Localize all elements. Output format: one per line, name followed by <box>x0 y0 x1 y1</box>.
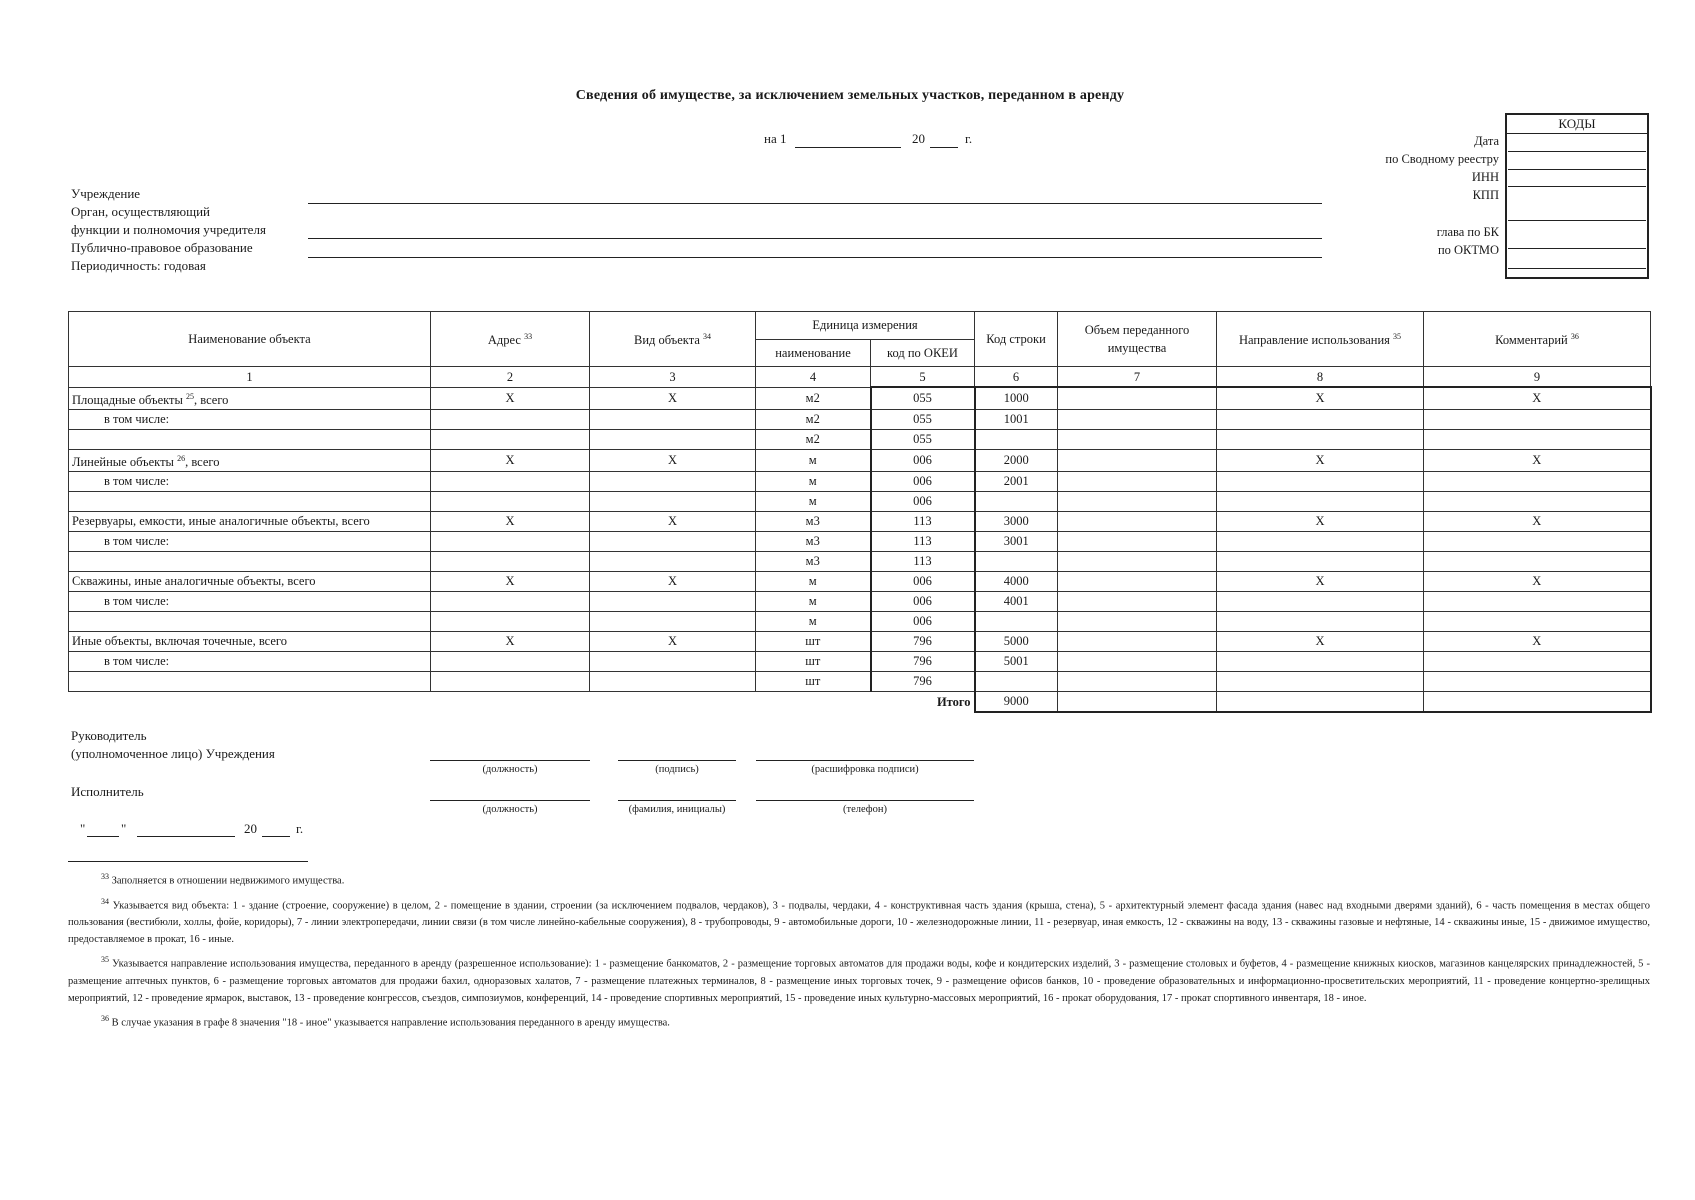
executor-phone-field[interactable] <box>756 800 974 801</box>
code-bk-cell[interactable] <box>1508 220 1646 249</box>
cell-volume[interactable] <box>1058 449 1217 471</box>
header-volume: Объем переданного имущества <box>1058 312 1217 367</box>
head-signature-field[interactable] <box>618 760 736 761</box>
table-row <box>69 449 1651 471</box>
cell-address[interactable] <box>431 671 590 691</box>
cell-object-name: в том числе: <box>69 651 431 671</box>
cell-object-name: Скважины, иные аналогичные объекты, всего <box>69 571 431 591</box>
cell-okei-code: 796 <box>871 671 975 691</box>
head-label-line2: (уполномоченное лицо) Учреждения <box>71 746 275 761</box>
cell-object-type[interactable] <box>590 591 756 611</box>
cell-volume[interactable] <box>1058 551 1217 571</box>
cell-volume[interactable] <box>1058 491 1217 511</box>
cell-comment[interactable] <box>1424 651 1651 671</box>
cell-address[interactable] <box>431 591 590 611</box>
cell-row-code: 1000 <box>975 387 1058 409</box>
header-address: Адрес $^{33}$ <box>431 312 590 367</box>
cell-okei-code: 796 <box>871 631 975 651</box>
cell-comment[interactable]: X <box>1424 631 1651 651</box>
cell-row-code <box>975 611 1058 631</box>
code-registry-cell[interactable] <box>1508 151 1646 170</box>
cell-unit-name: м <box>756 611 871 631</box>
cell-okei-code: 055 <box>871 387 975 409</box>
table-row <box>69 491 1651 511</box>
head-position-field[interactable] <box>430 760 590 761</box>
table-row <box>69 429 1651 449</box>
cell-direction[interactable]: X <box>1217 511 1424 531</box>
codes-box <box>1505 113 1649 279</box>
header-unit-code: код по ОКЕИ <box>871 339 975 367</box>
periodicity-label: Периодичность: годовая <box>71 258 206 273</box>
authority-label-line1: Орган, осуществляющий <box>71 204 210 219</box>
total-code: 9000 <box>975 691 1058 712</box>
cell-row-code <box>975 671 1058 691</box>
total-volume[interactable] <box>1058 691 1217 712</box>
cell-comment[interactable] <box>1424 471 1651 491</box>
cell-object-name <box>69 491 431 511</box>
cell-comment[interactable] <box>1424 551 1651 571</box>
cell-object-type[interactable]: X <box>590 511 756 531</box>
cell-direction[interactable] <box>1217 671 1424 691</box>
institution-label: Учреждение <box>71 186 141 201</box>
column-number-1: 1 <box>69 367 431 388</box>
cell-object-name: в том числе: <box>69 531 431 551</box>
cell-object-name <box>69 551 431 571</box>
cell-row-code: 1001 <box>975 409 1058 429</box>
cell-object-type[interactable] <box>590 671 756 691</box>
cell-row-code: 2000 <box>975 449 1058 471</box>
cell-comment[interactable] <box>1424 531 1651 551</box>
cell-direction[interactable] <box>1217 651 1424 671</box>
total-direction[interactable] <box>1217 691 1424 712</box>
cell-volume[interactable] <box>1058 671 1217 691</box>
cell-okei-code: 113 <box>871 551 975 571</box>
cell-object-name: Линейные объекты $^{26}$, всего <box>69 449 431 471</box>
cell-row-code: 5000 <box>975 631 1058 651</box>
cell-direction[interactable] <box>1217 551 1424 571</box>
cell-address[interactable] <box>431 531 590 551</box>
column-number-4: 4 <box>756 367 871 388</box>
cell-object-type[interactable] <box>590 551 756 571</box>
cell-direction[interactable]: X <box>1217 387 1424 409</box>
cell-object-type[interactable]: X <box>590 449 756 471</box>
cell-volume[interactable] <box>1058 611 1217 631</box>
cell-okei-code: 796 <box>871 651 975 671</box>
cell-unit-name: м <box>756 591 871 611</box>
cell-direction[interactable] <box>1217 409 1424 429</box>
code-label-inn: ИНН <box>1471 170 1499 184</box>
cell-comment[interactable]: X <box>1424 387 1651 409</box>
cell-address[interactable]: X <box>431 449 590 471</box>
cell-object-type[interactable] <box>590 409 756 429</box>
date-prefix: на 1 <box>764 131 787 146</box>
cell-unit-name: м3 <box>756 511 871 531</box>
head-signature-caption: (подпись) <box>655 764 699 775</box>
date-year-prefix: 20 <box>912 131 925 146</box>
header-unit-name: наименование <box>756 339 871 367</box>
code-label-registry: по Сводному реестру <box>1385 152 1499 166</box>
cell-okei-code: 055 <box>871 409 975 429</box>
cell-okei-code: 006 <box>871 611 975 631</box>
cell-object-name <box>69 671 431 691</box>
cell-object-type[interactable] <box>590 611 756 631</box>
cell-direction[interactable]: X <box>1217 449 1424 471</box>
cell-address[interactable]: X <box>431 631 590 651</box>
cell-comment[interactable] <box>1424 611 1651 631</box>
cell-address[interactable] <box>431 611 590 631</box>
cell-comment[interactable] <box>1424 591 1651 611</box>
cell-object-name <box>69 429 431 449</box>
header-comment: Комментарий $^{36}$ <box>1424 312 1651 367</box>
sign-date-quote-close: " <box>121 821 127 836</box>
cell-comment[interactable]: X <box>1424 571 1651 591</box>
cell-unit-name: м <box>756 449 871 471</box>
head-decoding-field[interactable] <box>756 760 974 761</box>
executor-label: Исполнитель <box>71 784 144 799</box>
cell-object-type[interactable] <box>590 531 756 551</box>
cell-row-code: 3001 <box>975 531 1058 551</box>
code-date-cell[interactable] <box>1508 135 1646 152</box>
header-direction: Направление использования $^{35}$ <box>1217 312 1424 367</box>
authority-field[interactable] <box>308 238 1322 239</box>
cell-okei-code: 055 <box>871 429 975 449</box>
cell-unit-name: м2 <box>756 387 871 409</box>
cell-address[interactable]: X <box>431 511 590 531</box>
cell-row-code: 4000 <box>975 571 1058 591</box>
institution-field[interactable] <box>308 203 1322 204</box>
cell-address[interactable] <box>431 491 590 511</box>
cell-object-type[interactable] <box>590 471 756 491</box>
cell-unit-name: м <box>756 571 871 591</box>
codes-title: КОДЫ <box>1507 115 1647 134</box>
table-row <box>69 611 1651 631</box>
sign-date-suffix: г. <box>296 821 304 836</box>
cell-volume[interactable] <box>1058 531 1217 551</box>
cell-comment[interactable] <box>1424 429 1651 449</box>
total-row <box>69 691 1651 712</box>
executor-phone-caption: (телефон) <box>843 804 887 815</box>
executor-name-caption: (фамилия, инициалы) <box>628 804 726 815</box>
code-label-date: Дата <box>1474 134 1499 148</box>
executor-name-field[interactable] <box>618 800 736 801</box>
header-name: Наименование объекта <box>69 312 431 367</box>
table-row <box>69 651 1651 671</box>
code-label-kpp: КПП <box>1472 188 1499 202</box>
code-label-oktmo: по ОКТМО <box>1437 243 1499 257</box>
table-row <box>69 471 1651 491</box>
header-row-code: Код строки <box>975 312 1058 367</box>
cell-object-name: Резервуары, емкости, иные аналогичные объекты, всего <box>69 511 431 531</box>
cell-direction[interactable] <box>1217 471 1424 491</box>
cell-row-code: 5001 <box>975 651 1058 671</box>
executor-position-field[interactable] <box>430 800 590 801</box>
column-number-7: 7 <box>1058 367 1217 388</box>
column-number-6: 6 <box>975 367 1058 388</box>
cell-row-code: 4001 <box>975 591 1058 611</box>
cell-object-name: в том числе: <box>69 591 431 611</box>
cell-object-type[interactable] <box>590 429 756 449</box>
cell-row-code <box>975 429 1058 449</box>
cell-object-name: Площадные объекты $^{25}$, всего <box>69 387 431 409</box>
date-suffix: г. <box>965 131 973 146</box>
code-inn-cell[interactable] <box>1508 169 1646 187</box>
sign-date-day-field[interactable] <box>87 836 119 837</box>
footnotes <box>68 868 1650 1031</box>
cell-okei-code: 006 <box>871 571 975 591</box>
header-unit: Единица измерения <box>756 312 975 340</box>
cell-okei-code: 006 <box>871 491 975 511</box>
code-label-bk: глава по БК <box>1436 225 1499 239</box>
cell-unit-name: м2 <box>756 409 871 429</box>
cell-volume[interactable] <box>1058 511 1217 531</box>
cell-volume[interactable] <box>1058 387 1217 409</box>
cell-okei-code: 006 <box>871 471 975 491</box>
cell-volume[interactable] <box>1058 409 1217 429</box>
cell-volume[interactable] <box>1058 651 1217 671</box>
cell-direction[interactable]: X <box>1217 571 1424 591</box>
cell-object-name: в том числе: <box>69 409 431 429</box>
cell-row-code <box>975 491 1058 511</box>
cell-comment[interactable] <box>1424 491 1651 511</box>
header-type: Вид объекта $^{34}$ <box>590 312 756 367</box>
cell-unit-name: шт <box>756 671 871 691</box>
code-oktmo-cell[interactable] <box>1508 248 1646 269</box>
cell-object-name: Иные объекты, включая точечные, всего <box>69 631 431 651</box>
table-row <box>69 387 1651 409</box>
date-year-field[interactable] <box>930 147 958 148</box>
cell-unit-name: м3 <box>756 531 871 551</box>
cell-comment[interactable] <box>1424 409 1651 429</box>
cell-unit-name: шт <box>756 651 871 671</box>
cell-volume[interactable] <box>1058 571 1217 591</box>
cell-direction[interactable] <box>1217 591 1424 611</box>
column-number-3: 3 <box>590 367 756 388</box>
cell-address[interactable] <box>431 651 590 671</box>
cell-object-type[interactable] <box>590 491 756 511</box>
column-number-5: 5 <box>871 367 975 388</box>
cell-object-name: в том числе: <box>69 471 431 491</box>
table-row <box>69 409 1651 429</box>
total-label: Итого <box>871 691 975 712</box>
footnote-separator <box>68 861 308 862</box>
column-number-8: 8 <box>1217 367 1424 388</box>
table-row <box>69 551 1651 571</box>
cell-volume[interactable] <box>1058 631 1217 651</box>
cell-address[interactable] <box>431 429 590 449</box>
head-decoding-caption: (расшифровка подписи) <box>811 764 919 775</box>
property-table <box>68 311 1652 713</box>
cell-unit-name: м2 <box>756 429 871 449</box>
cell-okei-code: 006 <box>871 449 975 471</box>
cell-volume[interactable] <box>1058 471 1217 491</box>
total-spacer <box>69 691 871 712</box>
cell-comment[interactable]: X <box>1424 511 1651 531</box>
public-entity-field[interactable] <box>308 257 1322 258</box>
cell-okei-code: 113 <box>871 511 975 531</box>
cell-okei-code: 006 <box>871 591 975 611</box>
table-row <box>69 511 1651 531</box>
footnote-35: $^{35}$ Указывается направление использования имущества, переданного в аренду (разрешенное использование): 1 - размещение банкоматов, 2 - размещение торговых автоматов для продажи воды, кофе и кондитерских изделий, 3 - размещение столовых и буфетов, 4 - размещение книжных киосков, магазинов канцелярских принадлежностей, 5 - размещение аптечных пунктов, 6 - размещение торговых автоматов для продажи бахил, одноразовых халатов, 7 - размещение платежных терминалов, 8 - размещение иных торговых точек, 9 - размещение офисов банков, 10 - проведение образовательных и информационно-просветительских мероприятий, 11 - проведение концертно-зрелищных мероприятий, 12 - проведение ярмарок, выставок, 13 - проведение конгрессов, съездов, симпозиумов, конференций, 14 - проведение спортивных мероприятий, 15 - проведение иных культурно-массовых мероприятий, 16 - прокат оборудования, 17 - прокат спортивного инвентаря, 18 - иное. <box>68 955 1650 1004</box>
table-row <box>69 671 1651 691</box>
table-row <box>69 531 1651 551</box>
date-day-month-field[interactable] <box>795 147 901 148</box>
cell-unit-name: м <box>756 471 871 491</box>
cell-comment[interactable]: X <box>1424 449 1651 471</box>
cell-object-type[interactable] <box>590 651 756 671</box>
cell-address[interactable] <box>431 409 590 429</box>
cell-volume[interactable] <box>1058 429 1217 449</box>
cell-unit-name: м3 <box>756 551 871 571</box>
authority-label-line2: функции и полномочия учредителя <box>71 222 266 237</box>
cell-row-code: 3000 <box>975 511 1058 531</box>
cell-comment[interactable] <box>1424 671 1651 691</box>
total-comment[interactable] <box>1424 691 1651 712</box>
cell-volume[interactable] <box>1058 591 1217 611</box>
cell-direction[interactable] <box>1217 491 1424 511</box>
cell-direction[interactable] <box>1217 531 1424 551</box>
footnote-33: $^{33}$ Заполняется в отношении недвижимого имущества. <box>101 872 345 887</box>
table-row <box>69 591 1651 611</box>
head-label-line1: Руководитель <box>71 728 147 743</box>
footnote-34: $^{34}$ Указывается вид объекта: 1 - здание (строение, сооружение) в целом, 2 - помещение в здании, строении (за исключением подвалов, чердаков), 3 - подвалы, чердаки, 4 - конструктивная часть здания (крыша, стена), 5 - архитектурный элемент фасада здания (навес над входными дверями зданий), 6 - часть помещения в местах общего пользования (вестибюли, холлы, фойе, коридоры), 7 - линии электропередачи, линии связи (в том числе линейно-кабельные сооружения), 8 - трубопроводы, 9 - автомобильные дороги, 10 - железнодорожные линии, 11 - резервуар, иная емкость, 12 - скважины на воду, 13 - скважины газовые и нефтяные, 14 - скважины иные, 15 - движимое имущество, предоставляемое в прокат, 16 - иные. <box>68 896 1651 945</box>
sign-date-quote-open: " <box>80 821 86 836</box>
column-number-2: 2 <box>431 367 590 388</box>
cell-okei-code: 113 <box>871 531 975 551</box>
cell-direction[interactable] <box>1217 429 1424 449</box>
cell-unit-name: м <box>756 491 871 511</box>
cell-object-type[interactable]: X <box>590 631 756 651</box>
cell-address[interactable]: X <box>431 571 590 591</box>
cell-address[interactable]: X <box>431 387 590 409</box>
table-row <box>69 631 1651 651</box>
cell-direction[interactable] <box>1217 611 1424 631</box>
executor-position-caption: (должность) <box>482 804 538 815</box>
public-entity-label: Публично-правовое образование <box>71 240 253 255</box>
cell-unit-name: шт <box>756 631 871 651</box>
sign-date-year-field[interactable] <box>262 836 290 837</box>
cell-direction[interactable]: X <box>1217 631 1424 651</box>
cell-object-type[interactable]: X <box>590 571 756 591</box>
cell-address[interactable] <box>431 551 590 571</box>
cell-address[interactable] <box>431 471 590 491</box>
sign-date-year-prefix: 20 <box>244 821 257 836</box>
sign-date-month-field[interactable] <box>137 836 235 837</box>
column-number-9: 9 <box>1424 367 1651 388</box>
footnote-36: $^{36}$ В случае указания в графе 8 значения "18 - иное" указывается направление использования переданного в аренду имущества. <box>101 1013 670 1028</box>
cell-object-type[interactable]: X <box>590 387 756 409</box>
cell-row-code <box>975 551 1058 571</box>
cell-row-code: 2001 <box>975 471 1058 491</box>
form-title: Сведения об имуществе, за исключением земельных участков, переданном в аренду <box>575 88 1125 103</box>
head-position-caption: (должность) <box>482 764 538 775</box>
table-row <box>69 571 1651 591</box>
code-kpp-cell[interactable] <box>1508 186 1646 221</box>
cell-object-name <box>69 611 431 631</box>
